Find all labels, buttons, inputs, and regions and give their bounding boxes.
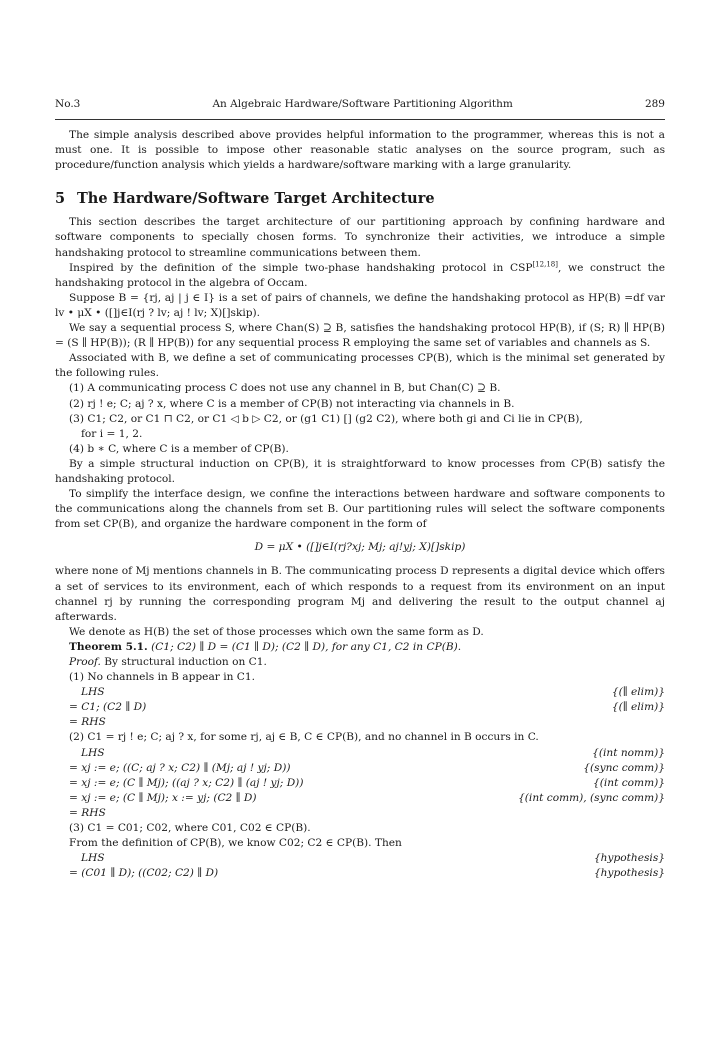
journal-issue: No.3 bbox=[55, 98, 81, 110]
equation-justification: {(int comm)} bbox=[593, 776, 665, 789]
paragraph-csp bbox=[55, 261, 665, 291]
equation-lhs: LHS bbox=[81, 852, 105, 865]
equation-row bbox=[55, 746, 665, 761]
section-heading bbox=[55, 191, 665, 206]
theorem bbox=[55, 640, 665, 655]
paragraph-text: , we construct the handshaking protocol in the algebra of Occam. bbox=[55, 261, 665, 289]
running-title: An Algebraic Hardware/Software Partitioning Algorithm bbox=[212, 98, 513, 110]
section-number: 5 bbox=[55, 190, 66, 208]
equation-lhs: = RHS bbox=[69, 716, 106, 729]
display-equation: D = μX • ([]j∈I(rj?xj; Mj; aj!yj; X)[]skip) bbox=[254, 541, 466, 554]
equation-lhs: = xj := e; ((C; aj ? x; C2) ∥ (Mj; aj ! yj; D)) bbox=[69, 761, 291, 774]
equation-lhs: = xj := e; (C ∥ Mj); ((aj ? x; C2) ∥ (aj ! yj; D)) bbox=[69, 776, 304, 789]
equation-row bbox=[55, 866, 665, 881]
rule-item: (3) C1; C2, or C1 ⊓ C2, or C1 ◁ b ▷ C2, or (g1 C1) [] (g2 C2), where both gi and Ci lie in CP(B), bbox=[69, 412, 583, 425]
equation-lhs: = RHS bbox=[69, 806, 106, 819]
equation-row bbox=[55, 851, 665, 866]
section-title: The Hardware/Software Target Architecture bbox=[77, 190, 435, 208]
proof-case: (3) C1 = C01; C02, where C01, C02 ∈ CP(B). bbox=[69, 822, 311, 835]
paragraph: To simplify the interface design, we confine the interactions between hardware and software components to the communications along the channels from set B. Our partitioning rules will select the software components from set CP(B), and organize the hardware component in the form of bbox=[55, 488, 665, 531]
rule-item: (4) b ∗ C, where C is a member of CP(B). bbox=[69, 442, 289, 455]
paragraph: where none of Mj mentions channels in B. The communicating process D represents a digital device which offers a set of services to its environment, each of which responds to a request from its environment on an input channel rj by running the corresponding program Mj and delivering the result to the output channel aj afterwards. bbox=[55, 565, 665, 623]
equation-justification: {(int comm), (sync comm)} bbox=[518, 791, 665, 804]
proof-intro bbox=[55, 655, 665, 670]
proof-case: (1) No channels in B appear in C1. bbox=[69, 671, 255, 684]
equation-row bbox=[55, 715, 665, 730]
equation-justification: {(∥ elim)} bbox=[611, 686, 665, 699]
equation-row bbox=[55, 761, 665, 776]
intro-paragraph: The simple analysis described above provides helpful information to the programmer, whereas this is not a must one. It is possible to impose other reasonable static analyses on the source program, such as procedure/function analysis which yields a hardware/software marking with a large granularity. bbox=[55, 129, 665, 172]
equation-lhs: LHS bbox=[81, 686, 105, 699]
page-body bbox=[55, 128, 665, 881]
paragraph: Associated with B, we define a set of communicating processes CP(B), which is the minimal set generated by the following rules. bbox=[55, 352, 665, 380]
equation-justification: {(int nomm)} bbox=[592, 746, 665, 759]
equation-justification: {(∥ elim)} bbox=[611, 701, 665, 714]
page-number: 289 bbox=[644, 98, 665, 110]
theorem-label: Theorem 5.1. bbox=[69, 640, 148, 653]
paragraph: Suppose B = {rj, aj | j ∈ I} is a set of pairs of channels, we define the handshaking protocol as HP(B) =df var lv • μX • ([]j∈I(rj ? lv; aj ! lv; X)[]skip). bbox=[55, 291, 665, 319]
rule-item-continuation: for i = 1, 2. bbox=[81, 427, 143, 440]
paragraph: We say a sequential process S, where Chan(S) ⊇ B, satisfies the handshaking protocol HP(B), if (S; R) ∥ HP(B) = (S ∥ HP(B)); (R ∥ HP(B)) for any sequential process R employing the same set of variables and channels as S. bbox=[55, 322, 665, 350]
equation-lhs: = C1; (C2 ∥ D) bbox=[69, 701, 147, 714]
rule-item: (2) rj ! e; C; aj ? x, where C is a member of CP(B) not interacting via channels in B. bbox=[69, 397, 515, 410]
theorem-statement: (C1; C2) ∥ D = (C1 ∥ D); (C2 ∥ D), for any C1, C2 in CP(B). bbox=[151, 640, 462, 653]
equation-row bbox=[55, 776, 665, 791]
equation-justification: {hypothesis} bbox=[593, 867, 665, 880]
proof-label: Proof. bbox=[69, 656, 101, 668]
equation-row bbox=[55, 791, 665, 806]
equation-lhs: = xj := e; (C ∥ Mj); x := yj; (C2 ∥ D) bbox=[69, 791, 257, 804]
equation-row bbox=[55, 700, 665, 715]
equation-justification: {(sync comm)} bbox=[583, 761, 665, 774]
equation-row bbox=[55, 685, 665, 700]
equation-lhs: LHS bbox=[81, 746, 105, 759]
proof-case: (2) C1 = rj ! e; C; aj ? x, for some rj, aj ∈ B, C ∈ CP(B), and no channel in B occurs in C. bbox=[69, 731, 539, 744]
equation-justification: {hypothesis} bbox=[593, 852, 665, 865]
paragraph: We denote as H(B) the set of those processes which own the same form as D. bbox=[69, 625, 484, 638]
paragraph: By a simple structural induction on CP(B), it is straightforward to know processes from CP(B) satisfy the handshaking protocol. bbox=[55, 457, 665, 485]
citation: [12,18] bbox=[532, 260, 558, 269]
header-rule bbox=[55, 119, 665, 120]
running-header bbox=[55, 98, 665, 110]
proof-text: From the definition of CP(B), we know C02; C2 ∈ CP(B). Then bbox=[69, 837, 402, 850]
paragraph: This section describes the target architecture of our partitioning approach by confining hardware and software components to specially chosen forms. To synchronize their activities, we introduce a simple handshaking protocol to streamline communications between them. bbox=[55, 216, 665, 259]
paragraph-text: Inspired by the definition of the simple two-phase handshaking protocol in CSP bbox=[69, 261, 533, 274]
proof-text: By structural induction on C1. bbox=[104, 656, 267, 668]
equation-lhs: = (C01 ∥ D); ((C02; C2) ∥ D) bbox=[69, 867, 219, 880]
equation-row bbox=[55, 806, 665, 821]
rule-item: (1) A communicating process C does not use any channel in B, but Chan(C) ⊇ B. bbox=[69, 382, 501, 395]
